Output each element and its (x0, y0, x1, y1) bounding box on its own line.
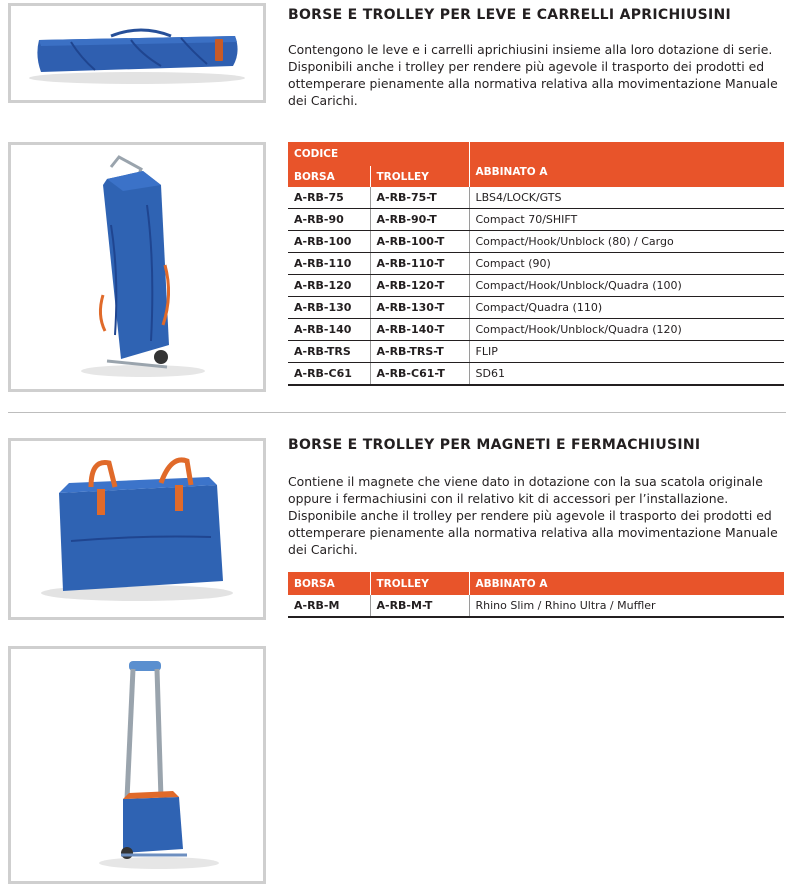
borsa-code: A-RB-M (288, 595, 370, 617)
header-trolley: TROLLEY (370, 572, 469, 595)
trolley-code: A-RB-90-T (370, 209, 469, 231)
compatible-models: Rhino Slim / Rhino Ultra / Muffler (469, 595, 784, 617)
trolley-code: A-RB-75-T (370, 187, 469, 209)
photo-long-bag (8, 3, 266, 103)
table-row (288, 363, 784, 386)
compatible-models: Compact (90) (469, 253, 784, 275)
table-row (288, 341, 784, 363)
tall-trolley-image (11, 145, 263, 389)
compatible-models: LBS4/LOCK/GTS (469, 187, 784, 209)
magnet-trolley-image (11, 649, 263, 881)
header-borsa: BORSA (288, 166, 370, 187)
compatible-models: Compact 70/SHIFT (469, 209, 784, 231)
table-row (288, 209, 784, 231)
table-row (288, 297, 784, 319)
section2-title: BORSE E TROLLEY PER MAGNETI E FERMACHIUSINI (288, 437, 701, 453)
borsa-code: A-RB-90 (288, 209, 370, 231)
section1-description: Contengono le leve e i carrelli aprichiusini insieme alla loro dotazione di serie. Disponibili anche i trolley per rendere più agevole il trasporto dei prodotti ed ottemperare pienamente alla normativa relativa alla movimentazione Manuale dei Carichi. (288, 42, 778, 108)
table-row (288, 595, 784, 617)
table-row (288, 231, 784, 253)
header-trolley: TROLLEY (370, 166, 469, 187)
magnet-bag-image (11, 441, 263, 617)
photo-tall-trolley (8, 142, 266, 392)
header-codice: CODICE (288, 142, 469, 166)
compatible-models: Compact/Hook/Unblock/Quadra (120) (469, 319, 784, 341)
compatible-models: Compact/Hook/Unblock (80) / Cargo (469, 231, 784, 253)
trolley-code: A-RB-C61-T (370, 363, 469, 386)
compatible-models: Compact/Quadra (110) (469, 297, 784, 319)
borsa-code: A-RB-100 (288, 231, 370, 253)
section1-title: BORSE E TROLLEY PER LEVE E CARRELLI APRICHIUSINI (288, 7, 732, 23)
trolley-code: A-RB-100-T (370, 231, 469, 253)
section2-table (288, 572, 784, 618)
trolley-code: A-RB-120-T (370, 275, 469, 297)
photo-magnet-trolley (8, 646, 266, 884)
borsa-code: A-RB-140 (288, 319, 370, 341)
borsa-code: A-RB-75 (288, 187, 370, 209)
section-divider (8, 412, 786, 413)
header-abbinato: ABBINATO A (469, 142, 784, 187)
compatible-models: FLIP (469, 341, 784, 363)
section1-table (288, 142, 784, 386)
header-abbinato: ABBINATO A (469, 572, 784, 595)
compatible-models: Compact/Hook/Unblock/Quadra (100) (469, 275, 784, 297)
table-row (288, 187, 784, 209)
header-borsa: BORSA (288, 572, 370, 595)
long-bag-image (11, 6, 263, 100)
trolley-code: A-RB-TRS-T (370, 341, 469, 363)
borsa-code: A-RB-C61 (288, 363, 370, 386)
trolley-code: A-RB-110-T (370, 253, 469, 275)
trolley-code: A-RB-140-T (370, 319, 469, 341)
section2-description: Contiene il magnete che viene dato in dotazione con la sua scatola originale oppure i fermachiusini con il relativo kit di accessori per l’installazione. Disponibile anche il trolley per rendere più agevole il trasporto dei prodotti ed ottemperare pienamente alla normativa relativa alla movimentazione Manuale dei Carichi. (288, 474, 778, 557)
photo-magnet-bag (8, 438, 266, 620)
borsa-code: A-RB-TRS (288, 341, 370, 363)
compatible-models: SD61 (469, 363, 784, 386)
table-row (288, 319, 784, 341)
borsa-code: A-RB-110 (288, 253, 370, 275)
table-row (288, 253, 784, 275)
trolley-code: A-RB-M-T (370, 595, 469, 617)
borsa-code: A-RB-130 (288, 297, 370, 319)
table-row (288, 275, 784, 297)
borsa-code: A-RB-120 (288, 275, 370, 297)
trolley-code: A-RB-130-T (370, 297, 469, 319)
